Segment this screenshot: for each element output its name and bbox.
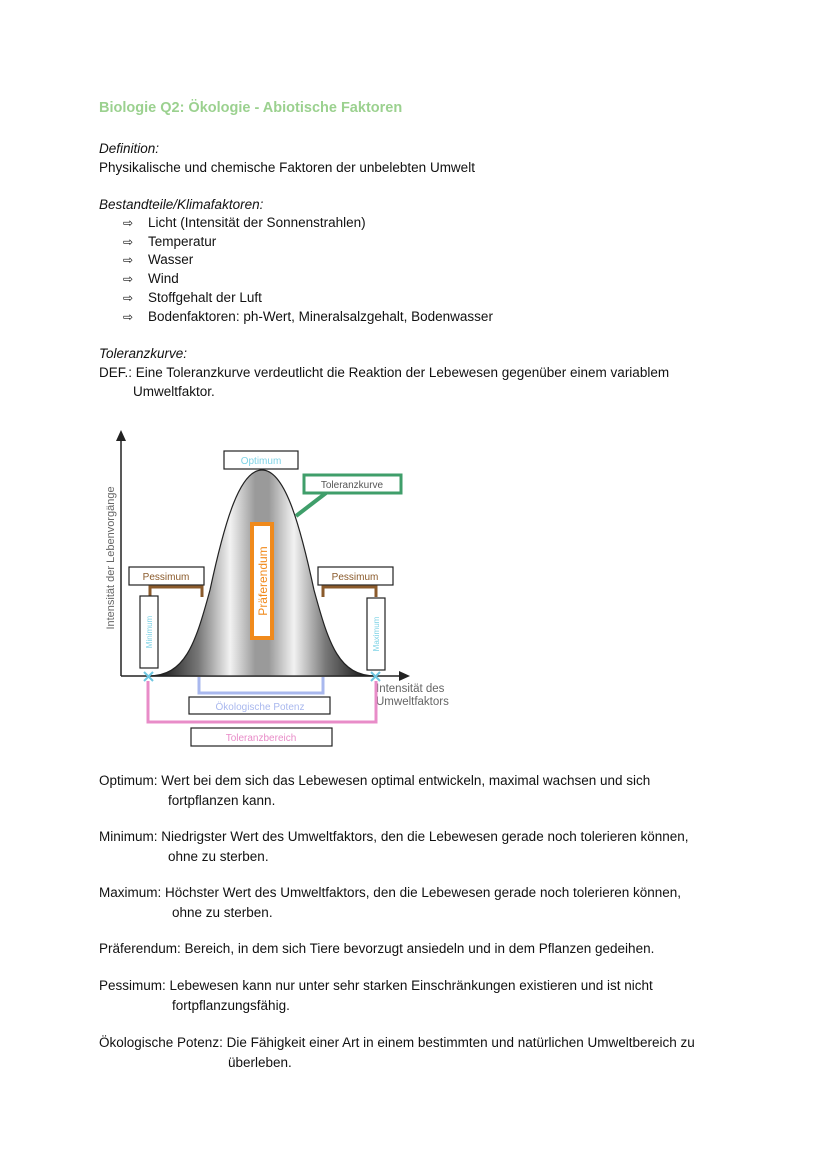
arrow-icon: ⇨	[123, 272, 134, 286]
arrow-icon: ⇨	[123, 235, 134, 249]
minimum-label: Minimum	[145, 615, 154, 649]
term-maximum: Maximum: Höchster Wert des Umweltfaktors, den die Lebewesen gerade noch tolerieren können, ohne zu sterben.	[99, 885, 682, 920]
y-axis-arrow-icon	[116, 430, 126, 441]
x-axis-label-line2: Umweltfaktors	[376, 696, 449, 708]
arrow-icon: ⇨	[123, 253, 134, 267]
oekologische-potenz-label: Ökologische Potenz	[215, 702, 305, 713]
term-minimum: Minimum: Niedrigster Wert des Umweltfaktors, den die Lebewesen gerade noch tolerieren können, ohne zu sterben.	[99, 829, 689, 864]
list-item: ⇨ Licht (Intensität der Sonnenstrahlen)	[123, 215, 366, 230]
pessimum-right-bracket	[323, 587, 376, 597]
list-item: ⇨ Temperatur	[123, 234, 217, 249]
arrow-icon: ⇨	[123, 216, 134, 230]
arrow-icon: ⇨	[123, 291, 134, 305]
pessimum-right-label: Pessimum	[331, 572, 379, 583]
tolerance-definition-line2: Umweltfaktor.	[133, 384, 215, 399]
maximum-label: Maximum	[372, 616, 381, 652]
tolerance-definition-line1: DEF.: Eine Toleranzkurve verdeutlicht die Reaktion der Lebewesen gegenüber einem variablem	[99, 365, 670, 380]
y-axis-label: Intensität der Lebenvorgänge	[105, 486, 117, 630]
tolerance-heading: Toleranzkurve:	[99, 346, 188, 361]
page-title: Biologie Q2: Ökologie - Abiotische Faktoren	[99, 100, 403, 116]
x-axis-label-line1: Intensität des	[376, 683, 445, 695]
definition-text: Physikalische und chemische Faktoren der unbelebten Umwelt	[99, 160, 475, 175]
definition-heading: Definition:	[99, 141, 160, 156]
toleranzbereich-label: Toleranzbereich	[225, 733, 297, 744]
term-praeferendum: Präferendum: Bereich, in dem sich Tiere bevorzugt ansiedeln und in dem Pflanzen gedeihen.	[99, 941, 655, 956]
optimum-label: Optimum	[240, 456, 282, 467]
pessimum-left-label: Pessimum	[142, 572, 190, 583]
list-item: ⇨ Wind	[123, 271, 179, 286]
term-optimum: Optimum: Wert bei dem sich das Lebewesen optimal entwickeln, maximal wachsen und sich fortpflanzen kann.	[99, 773, 651, 808]
praeferendum-label: Präferendum	[256, 546, 270, 616]
arrow-icon: ⇨	[123, 310, 134, 324]
list-item: ⇨ Bodenfaktoren: ph-Wert, Mineralsalzgehalt, Bodenwasser	[123, 309, 493, 324]
oekologische-potenz-bracket	[199, 677, 323, 693]
list-item: ⇨ Wasser	[123, 252, 194, 267]
term-pessimum: Pessimum: Lebewesen kann nur unter sehr starken Einschränkungen existieren und ist nicht fortpflanzungsfähig.	[99, 978, 653, 1013]
term-oekologische-potenz: Ökologische Potenz: Die Fähigkeit einer Art in einem bestimmten und natürlichen Umweltbereich zu überleben.	[99, 1035, 695, 1070]
factors-heading: Bestandteile/Klimafaktoren:	[99, 197, 264, 212]
toleranzkurve-pointer	[296, 493, 326, 516]
x-axis-arrow-icon	[399, 671, 410, 681]
list-item: ⇨ Stoffgehalt der Luft	[123, 290, 262, 305]
toleranzkurve-label: Toleranzkurve	[320, 480, 384, 491]
